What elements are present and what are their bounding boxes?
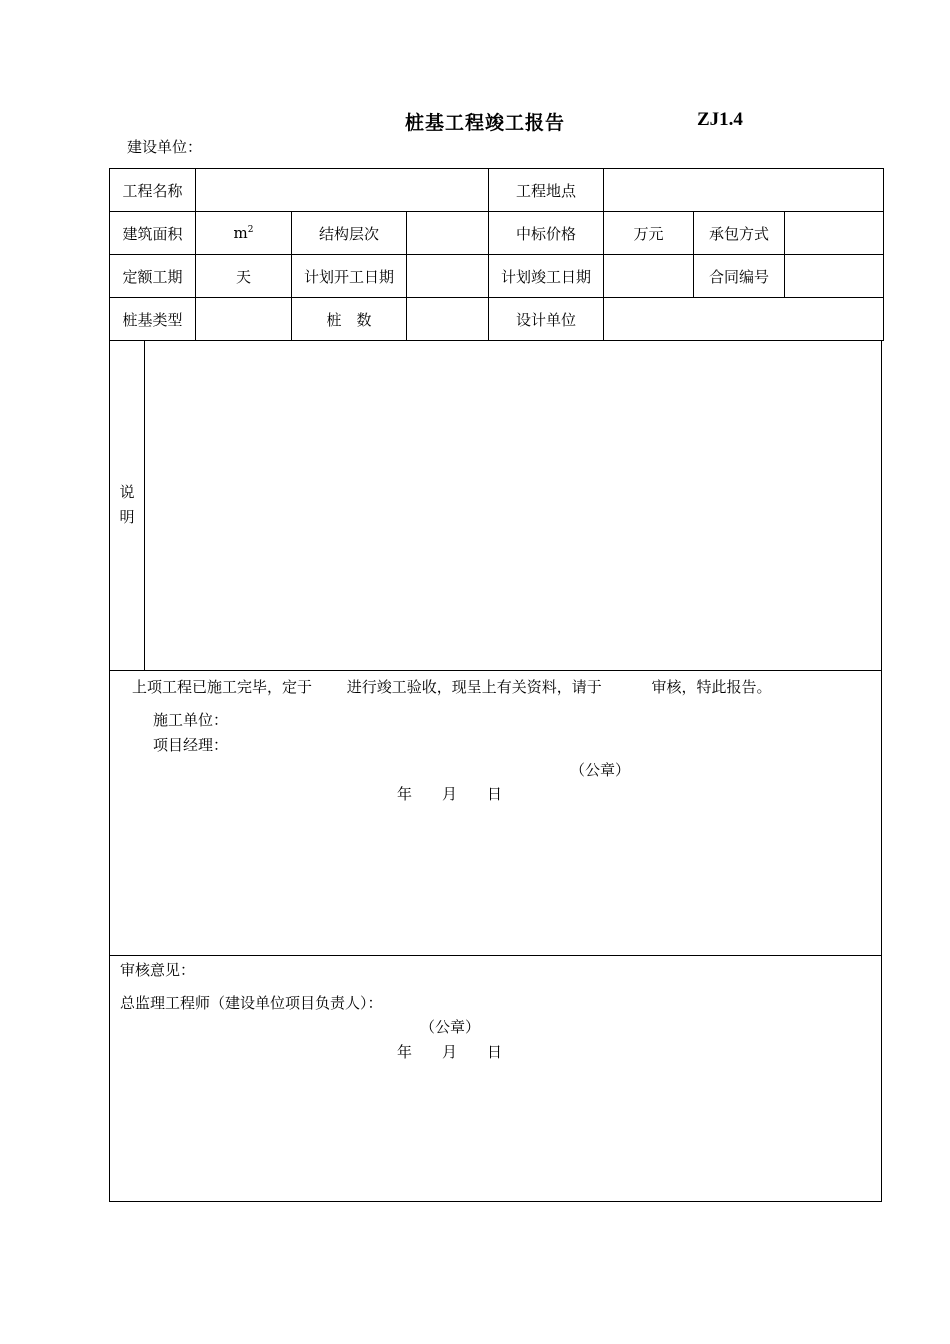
quota-period-label: 定额工期 [110, 255, 196, 298]
table-row [110, 298, 884, 341]
table-row [110, 255, 884, 298]
pile-type-field[interactable] [196, 298, 292, 341]
report-statement: 上项工程已施工完毕，定于 进行竣工验收，现呈上有关资料，请于 审核，特此报告。 [132, 678, 772, 696]
review-seal: （公章） [420, 1018, 481, 1036]
bid-price-label: 中标价格 [489, 212, 604, 255]
review-date: 年 月 日 [397, 1043, 503, 1061]
pile-count-label: 桩 数 [292, 298, 407, 341]
review-opinion-label: 审核意见： [120, 961, 196, 979]
bid-price-field[interactable]: 万元 [604, 212, 694, 255]
table-row [110, 169, 884, 212]
structure-floors-label: 结构层次 [292, 212, 407, 255]
notes-label-char-2: 明 [119, 508, 135, 526]
planned-completion-label: 计划竣工日期 [489, 255, 604, 298]
contract-no-field[interactable] [785, 255, 884, 298]
completion-report-section [109, 670, 882, 956]
contract-mode-field[interactable] [785, 212, 884, 255]
form-code: ZJ1.4 [697, 109, 743, 130]
contractor-label: 施工单位： [153, 711, 229, 729]
info-table [109, 168, 884, 341]
project-name-label: 工程名称 [110, 169, 196, 212]
planned-completion-field[interactable] [604, 255, 694, 298]
pile-count-field[interactable] [407, 298, 489, 341]
contract-no-label: 合同编号 [694, 255, 785, 298]
review-section [109, 954, 882, 1202]
table-row [110, 212, 884, 255]
planned-start-field[interactable] [407, 255, 489, 298]
structure-floors-field[interactable] [407, 212, 489, 255]
contract-mode-label: 承包方式 [694, 212, 785, 255]
design-unit-field[interactable] [604, 298, 884, 341]
planned-start-label: 计划开工日期 [292, 255, 407, 298]
area-unit-superscript: 2 [247, 225, 254, 235]
notes-section [109, 340, 882, 671]
project-manager-label: 项目经理： [153, 736, 229, 754]
project-name-field[interactable] [196, 169, 489, 212]
report-seal: （公章） [570, 761, 631, 779]
project-location-label: 工程地点 [489, 169, 604, 212]
project-location-field[interactable] [604, 169, 884, 212]
design-unit-label: 设计单位 [489, 298, 604, 341]
notes-field[interactable] [146, 340, 881, 670]
document-title: 桩基工程竣工报告 [405, 112, 566, 134]
quota-period-field[interactable]: 天 [196, 255, 292, 298]
construction-unit-label: 建设单位： [127, 138, 203, 156]
building-area-field[interactable] [196, 212, 292, 255]
notes-label [110, 340, 145, 670]
pile-type-label: 桩基类型 [110, 298, 196, 341]
chief-supervisor-label: 总监理工程师（建设单位项目负责人）： [120, 994, 383, 1012]
building-area-label: 建筑面积 [110, 212, 196, 255]
area-unit: m [233, 224, 248, 242]
notes-label-char-1: 说 [119, 483, 135, 501]
report-date: 年 月 日 [397, 785, 503, 803]
